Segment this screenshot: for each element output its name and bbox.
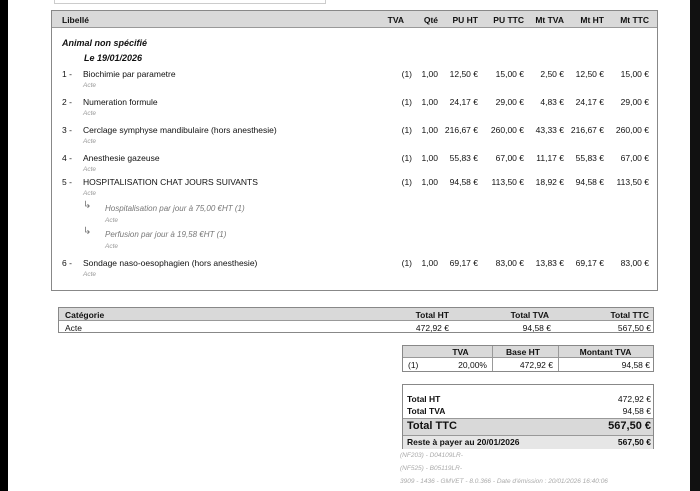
table-row xyxy=(52,258,657,270)
tva-col: TVA xyxy=(452,347,469,357)
total-ht-label: Total HT xyxy=(407,394,441,404)
tva-base: 472,92 € xyxy=(519,360,553,370)
line-mt-ttc: 260,00 € xyxy=(615,125,649,135)
detail-text: Hospitalisation par jour à 75,00 €HT (1) xyxy=(105,204,245,213)
total-tva-label: Total TVA xyxy=(407,406,446,416)
tva-rate: 20,00% xyxy=(458,360,487,370)
line-number: 2 - xyxy=(62,97,72,107)
line-mt-ht: 69,17 € xyxy=(575,258,604,268)
category-table xyxy=(58,307,654,333)
line-number: 1 - xyxy=(62,69,72,79)
line-mt-tva: 2,50 € xyxy=(540,69,564,79)
total-ht-value: 472,92 € xyxy=(617,394,651,404)
table-row xyxy=(52,69,657,81)
window-edge xyxy=(690,0,700,491)
col-mt-tva: Mt TVA xyxy=(535,15,564,25)
line-qte: 1,00 xyxy=(421,258,438,268)
line-mt-ht: 24,17 € xyxy=(575,97,604,107)
line-label: Biochimie par parametre xyxy=(83,69,176,79)
footnote-line: 3909 - 1436 - GMVET - 8.0.366 - Date d'émission : 20/01/2026 16:40:06 xyxy=(400,478,608,485)
col-pu-ht: PU HT xyxy=(452,15,478,25)
line-pu-ht: 69,17 € xyxy=(449,258,478,268)
tva-header xyxy=(403,346,653,358)
line-sub: Acte xyxy=(83,138,97,145)
line-mt-tva: 13,83 € xyxy=(535,258,564,268)
col-mt-ht: Mt HT xyxy=(580,15,604,25)
line-pu-ht: 55,83 € xyxy=(449,153,478,163)
line-qte: 1,00 xyxy=(421,69,438,79)
line-sub: Acte xyxy=(83,271,97,278)
line-pu-ttc: 113,50 € xyxy=(491,177,524,187)
invoice-page xyxy=(8,0,690,491)
line-pu-ttc: 29,00 € xyxy=(495,97,524,107)
reste-label: Reste à payer au 20/01/2026 xyxy=(407,437,520,447)
tva-table xyxy=(402,345,654,372)
line-mt-tva: 11,17 € xyxy=(536,153,564,163)
line-mt-ht: 12,50 € xyxy=(575,69,604,79)
total-tva-col: Total TVA xyxy=(510,310,549,320)
line-mt-ht: 55,83 € xyxy=(575,153,604,163)
line-mt-ttc: 83,00 € xyxy=(620,258,649,268)
col-libelle: Libellé xyxy=(62,15,89,25)
detail-sub: Acte xyxy=(105,243,119,250)
detail-sub: Acte xyxy=(105,217,119,224)
date-title: Le 19/01/2026 xyxy=(84,53,143,63)
category-name: Acte xyxy=(65,323,83,333)
line-sub: Acte xyxy=(83,166,97,173)
total-tva-value: 94,58 € xyxy=(622,406,651,416)
totals-box xyxy=(402,384,654,449)
total-ht-col: Total HT xyxy=(415,310,449,320)
table-row xyxy=(52,97,657,109)
col-pu-ttc: PU TTC xyxy=(493,15,524,25)
line-sub: Acte xyxy=(83,190,97,197)
line-mt-tva: 43,33 € xyxy=(535,125,564,135)
line-sub: Acte xyxy=(83,82,97,89)
line-number: 3 - xyxy=(62,125,72,135)
footnote-line: (NF203) - D04109LR- xyxy=(400,452,463,459)
line-number: 6 - xyxy=(62,258,72,268)
category-total-tva: 94,58 € xyxy=(522,323,551,333)
line-mt-tva: 4,83 € xyxy=(540,97,564,107)
column-divider xyxy=(558,346,559,371)
invoice-lines-table xyxy=(51,10,658,291)
category-total-ht: 472,92 € xyxy=(415,323,449,333)
line-tva: (1) xyxy=(401,97,412,107)
line-pu-ttc: 260,00 € xyxy=(490,125,524,135)
col-qte: Qté xyxy=(423,15,438,25)
montant-tva-col: Montant TVA xyxy=(579,347,632,357)
line-pu-ttc: 15,00 € xyxy=(495,69,524,79)
total-ttc-value: 567,50 € xyxy=(608,420,651,432)
top-strip xyxy=(54,0,326,4)
table-row xyxy=(52,153,657,165)
table-row xyxy=(52,125,657,137)
table-row xyxy=(52,177,657,189)
line-label: Anesthesie gazeuse xyxy=(83,153,160,163)
line-label: Cerclage symphyse mandibulaire (hors anesthesie) xyxy=(83,125,277,135)
line-mt-ttc: 67,00 € xyxy=(620,153,649,163)
line-mt-ht: 94,58 € xyxy=(575,177,604,187)
line-pu-ttc: 83,00 € xyxy=(495,258,524,268)
line-number: 4 - xyxy=(62,153,72,163)
line-tva: (1) xyxy=(401,125,412,135)
line-tva: (1) xyxy=(401,177,412,187)
detail-text: Perfusion par jour à 19,58 €HT (1) xyxy=(105,230,227,239)
line-mt-tva: 18,92 € xyxy=(535,177,564,187)
total-ttc-label: Total TTC xyxy=(407,420,457,432)
line-tva: (1) xyxy=(401,153,412,163)
line-label: Sondage naso-oesophagien (hors anesthesie) xyxy=(83,258,258,268)
line-pu-ttc: 67,00 € xyxy=(495,153,524,163)
line-mt-ttc: 113,50 € xyxy=(616,177,649,187)
footnote-line: (NF525) - B05119LR- xyxy=(400,465,463,472)
line-label: Numeration formule xyxy=(83,97,158,107)
sub-item-arrow-icon: ↳ xyxy=(83,200,92,211)
tva-montant: 94,58 € xyxy=(621,360,650,370)
line-pu-ht: 24,17 € xyxy=(449,97,478,107)
line-number: 5 - xyxy=(62,177,72,187)
column-divider xyxy=(492,346,493,371)
tva-code: (1) xyxy=(408,360,419,370)
category-col: Catégorie xyxy=(65,310,105,320)
line-tva: (1) xyxy=(401,258,412,268)
line-mt-ht: 216,67 € xyxy=(570,125,604,135)
line-qte: 1,00 xyxy=(421,153,438,163)
line-qte: 1,00 xyxy=(421,177,438,187)
line-label: HOSPITALISATION CHAT JOURS SUIVANTS xyxy=(83,177,258,187)
reste-value: 567,50 € xyxy=(617,437,651,447)
line-mt-ttc: 29,00 € xyxy=(620,97,649,107)
total-ttc-col: Total TTC xyxy=(610,310,649,320)
line-tva: (1) xyxy=(401,69,412,79)
table-header xyxy=(52,11,657,28)
line-pu-ht: 12,50 € xyxy=(449,69,478,79)
line-mt-ttc: 15,00 € xyxy=(620,69,649,79)
category-header xyxy=(59,308,653,321)
line-sub: Acte xyxy=(83,110,97,117)
col-mt-ttc: Mt TTC xyxy=(620,15,649,25)
sub-item-arrow-icon: ↳ xyxy=(83,226,92,237)
base-ht-col: Base HT xyxy=(505,347,540,357)
line-pu-ht: 216,67 € xyxy=(444,125,478,135)
line-pu-ht: 94,58 € xyxy=(449,177,478,187)
col-tva: TVA xyxy=(387,15,404,25)
line-qte: 1,00 xyxy=(421,97,438,107)
section-title: Animal non spécifié xyxy=(62,38,148,48)
category-total-ttc: 567,50 € xyxy=(617,323,651,333)
line-qte: 1,00 xyxy=(421,125,438,135)
